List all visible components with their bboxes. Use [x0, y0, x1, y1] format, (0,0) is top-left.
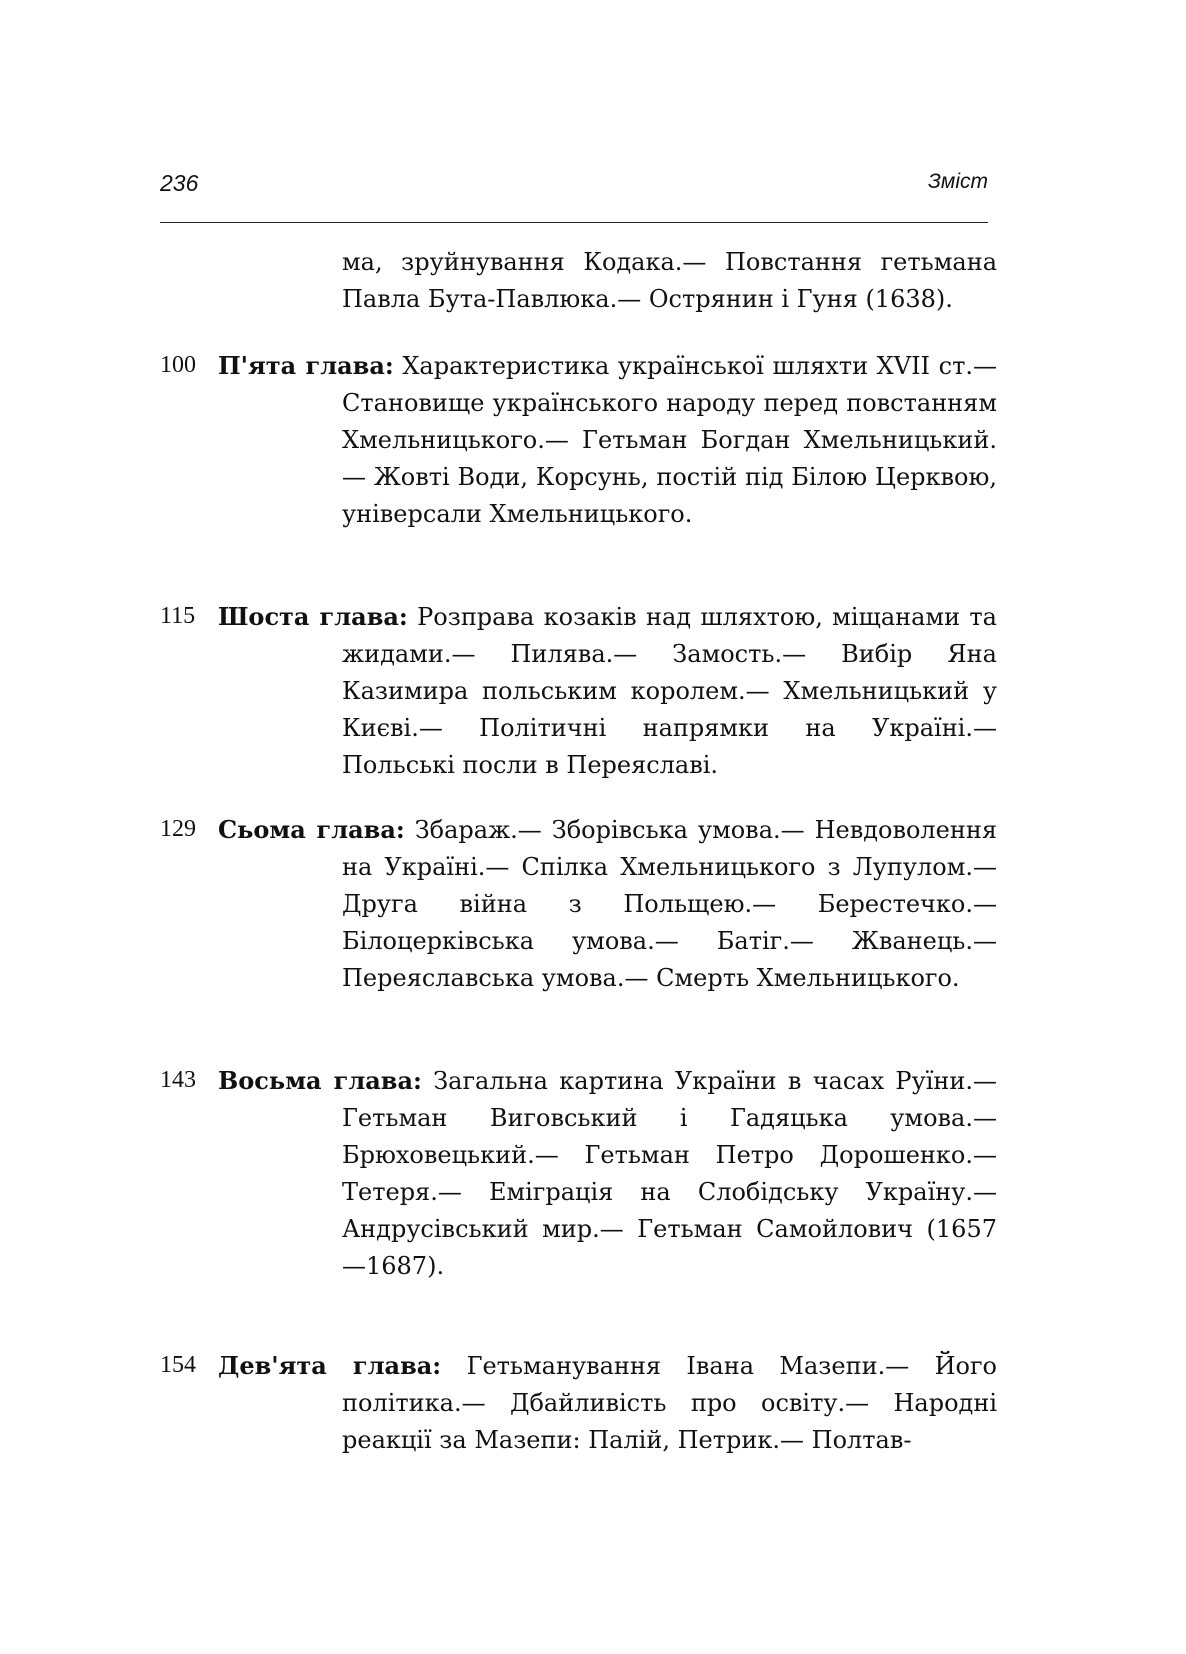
toc-entry-text: Збараж.— Зборівська умова.— Невдоволення на Україні.— Спілка Хмельницького з Лупулом.— Друга війна з Польщею.— Берестечко.— Білоцерківська умова.— Батіг.— Жванець.— Переяславська умова.— Смерть Хмельницького.	[342, 816, 997, 992]
running-title: Зміст	[928, 170, 988, 193]
toc-entry-heading: Восьма глава:	[218, 1066, 422, 1095]
toc-entry-text: Загальна картина України в часах Руїни.— Гетьман Виговський і Гадяцька умова.— Брюховецький.— Гетьман Петро Дорошенко.— Тетеря.— Еміграція на Слобідську Україну.— Андрусівський мир.— Гетьман Самойлович (1657—1687).	[342, 1067, 997, 1280]
toc-entry	[160, 1347, 997, 1459]
toc-entry-body	[218, 347, 997, 533]
toc-entry-heading: Дев'ята глава:	[218, 1351, 442, 1380]
toc-entry	[160, 347, 997, 533]
toc-entry-page: 154	[160, 1352, 196, 1378]
toc-entry-page: 129	[160, 816, 196, 842]
toc-continuation-text: ма, зруйнування Кодака.— Повстання гетьмана Павла Бута-Павлюка.— Острянин і Гуня (1638).	[342, 248, 997, 313]
toc-entry-body	[218, 1347, 997, 1459]
toc-entry	[160, 1062, 997, 1285]
page-number: 236	[160, 170, 199, 196]
toc-entry-heading: П'ята глава:	[218, 351, 394, 380]
page-header	[160, 160, 988, 223]
toc-entry-heading: Сьома глава:	[218, 815, 405, 844]
toc-entry-page: 115	[160, 603, 196, 629]
toc-entry-text: Гетьманування Івана Мазепи.— Його політика.— Дбайливість про освіту.— Народні реакції за Мазепи: Палій, Петрик.— Полтав-	[342, 1352, 997, 1454]
toc-entry-body	[218, 811, 997, 997]
toc-entry-heading: Шоста глава:	[218, 602, 408, 631]
toc-entry-text: Характеристика української шляхти XVII ст.— Становище українського народу перед повстанням Хмельницького.— Гетьман Богдан Хмельницький.— Жовті Води, Корсунь, постій під Білою Церквою, універсали Хмельницького.	[342, 352, 997, 528]
toc-entry	[160, 811, 997, 997]
toc-entry-page: 100	[160, 352, 196, 378]
toc-entry	[160, 598, 997, 784]
toc-entry-page: 143	[160, 1067, 196, 1093]
toc-entry-body	[218, 1062, 997, 1285]
toc-entry-body	[218, 598, 997, 784]
toc-entry-text: Розправа козаків над шляхтою, міщанами та жидами.— Пилява.— Замость.— Вибір Яна Казимира польським королем.— Хмельницький у Києві.— Політичні напрямки на Україні.— Польські посли в Переяславі.	[342, 603, 997, 779]
